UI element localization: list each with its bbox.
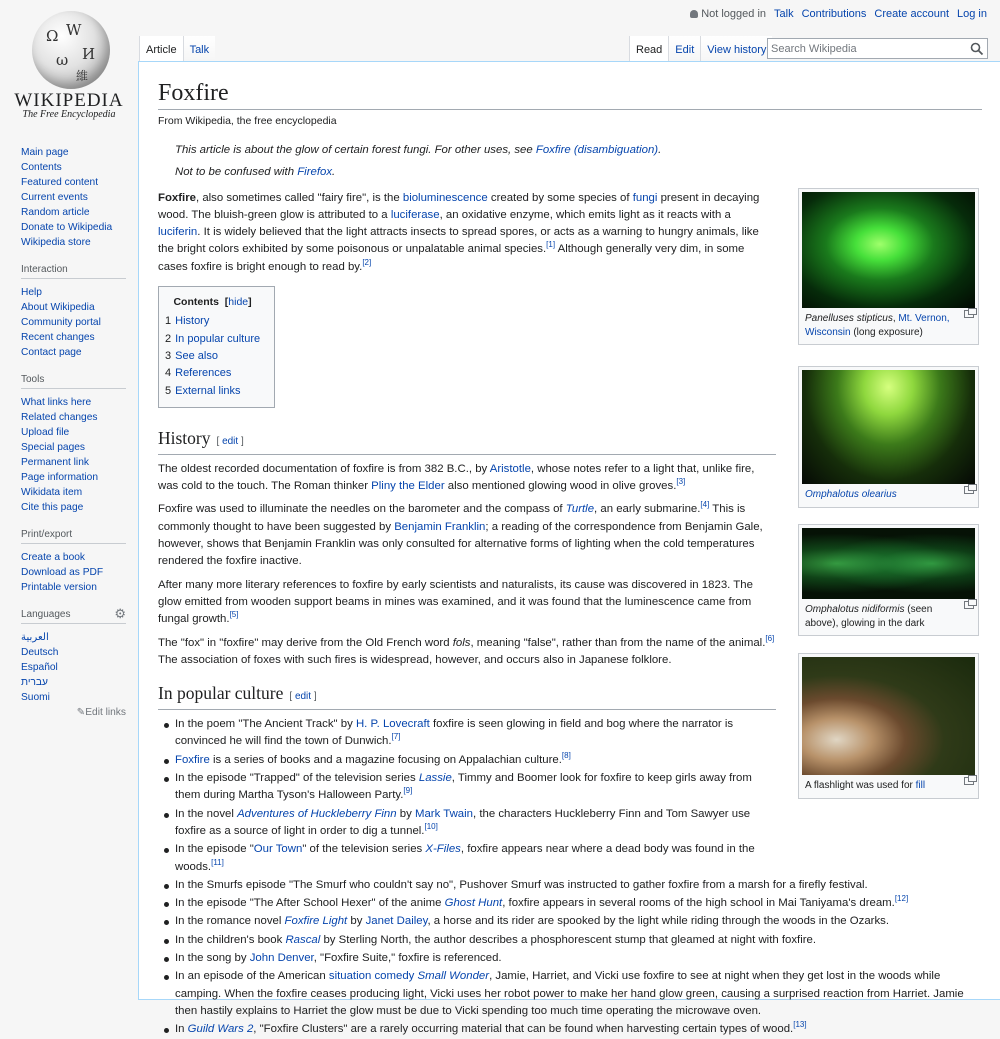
languages-portal bbox=[21, 606, 126, 718]
sidebar-item-contents[interactable]: Contents bbox=[21, 162, 62, 173]
sidebar-item-special-pages[interactable]: Special pages bbox=[21, 442, 86, 453]
link-luciferin[interactable]: luciferin bbox=[158, 226, 198, 239]
toc-item[interactable]: 3 See also bbox=[165, 349, 218, 362]
citation[interactable]: [10] bbox=[424, 822, 438, 832]
sidebar-item-related-changes[interactable]: Related changes bbox=[21, 412, 98, 423]
wikipedia-tagline: The Free Encyclopedia bbox=[22, 109, 116, 120]
user-icon bbox=[690, 10, 698, 18]
link-franklin[interactable]: Benjamin Franklin bbox=[394, 520, 486, 533]
toc-hide-toggle[interactable]: hide bbox=[228, 296, 249, 309]
link[interactable]: Guild Wars 2 bbox=[187, 1023, 254, 1036]
contributions-link[interactable]: Contributions bbox=[801, 8, 867, 20]
thumb-caption: A flashlight was used for fill bbox=[802, 775, 975, 795]
thumb-caption: Omphalotus nidiformis (seen above), glowing in the dark bbox=[802, 599, 975, 632]
list-item: In Guild Wars 2, "Foxfire Clusters" are a rarely occurring material that can be found when harvesting certain types of wood.[13] bbox=[175, 1021, 981, 1038]
link[interactable]: situation comedy bbox=[328, 970, 415, 983]
pencil-icon: ✎ bbox=[76, 707, 86, 718]
namespace-tabs bbox=[139, 36, 215, 61]
wikipedia-logo[interactable] bbox=[0, 0, 138, 130]
tab-view-history[interactable]: View history bbox=[700, 36, 772, 61]
disambiguation-link[interactable]: Foxfire (disambiguation) bbox=[535, 144, 659, 156]
hatnote-2: Not to be confused with Firefox. bbox=[175, 166, 336, 179]
link[interactable]: X-Files bbox=[425, 843, 461, 856]
toc-item[interactable]: 2 In popular culture bbox=[165, 332, 261, 345]
wikipedia-wordmark: WIKIPEDIA bbox=[14, 90, 124, 111]
link[interactable]: Omphalotus olearius bbox=[805, 489, 897, 500]
sidebar-item-current-events[interactable]: Current events bbox=[21, 192, 88, 203]
sidebar-item-cite-this-page[interactable]: Cite this page bbox=[21, 502, 84, 513]
sidebar-item-printable-version[interactable]: Printable version bbox=[21, 582, 97, 593]
tab-edit[interactable]: Edit bbox=[668, 36, 700, 61]
enlarge-icon[interactable] bbox=[964, 777, 974, 785]
thumbnail bbox=[798, 366, 979, 508]
gear-icon[interactable]: ⚙ bbox=[114, 606, 126, 621]
paragraph: The oldest recorded documentation of foxfire is from 382 B.C., by Aristotle, whose notes refer to a light that, unlike fire, was cold to the touch. The Roman thinker Pliny the Elder also mentioned glowing wood in olive groves.[3] bbox=[158, 462, 755, 493]
page-title: Foxfire bbox=[158, 78, 982, 110]
citation[interactable]: [12] bbox=[894, 894, 909, 904]
language-finnish[interactable]: Suomi bbox=[21, 692, 50, 703]
view-tabs bbox=[629, 36, 772, 61]
list-item: In the poem "The Ancient Track" by H. P. Lovecraft foxfire is seen glowing in field and bog where the narrator is convinced he will find the town of Dunwich.[7] bbox=[175, 716, 776, 751]
glowing-fungus-image[interactable] bbox=[802, 192, 975, 308]
link[interactable]: Adventures of Huckleberry Finn bbox=[237, 807, 397, 820]
sidebar-item-help[interactable]: Help bbox=[21, 287, 42, 298]
sidebar-item-create-book[interactable]: Create a book bbox=[21, 552, 85, 563]
link[interactable]: Mark Twain bbox=[414, 807, 474, 820]
link[interactable]: Lassie bbox=[418, 772, 452, 785]
toc-item[interactable]: 4 References bbox=[165, 367, 232, 380]
thumb-caption bbox=[802, 484, 975, 504]
list-item: Foxfire is a series of books and a magazine focusing on Appalachian culture.[8] bbox=[175, 752, 776, 769]
lead-paragraph: Foxfire, also sometimes called "fairy fire", is the bioluminescence created by some species of fungi present in decaying wood. The bluish-green glow is attributed to a luciferase, an oxidative enzyme, which emits light as it reacts with a luciferin. It is widely believed that the light attracts insects to spread spores, or acts as a warning to hungry animals, like the bright colors exhibited by some poisonous or unpalatable animal species.[1] Although generally very dim, in some cases foxfire is bright enough to read by.[2] bbox=[158, 191, 760, 273]
citation[interactable]: [4] bbox=[700, 500, 710, 510]
sidebar-item-about[interactable]: About Wikipedia bbox=[21, 302, 95, 313]
glowing-mushroom-image[interactable] bbox=[802, 370, 975, 484]
sidebar-item-donate[interactable]: Donate to Wikipedia bbox=[21, 222, 113, 233]
tab-talk[interactable]: Talk bbox=[183, 36, 216, 61]
list-item: In the Smurfs episode "The Smurf who couldn't say no", Pushover Smurf was instructed to gather foxfire from a marsh for a firefly festival. bbox=[175, 877, 981, 894]
thumbnail bbox=[798, 653, 979, 799]
sidebar-item-permanent-link[interactable]: Permanent link bbox=[21, 457, 89, 468]
citation[interactable]: [9] bbox=[403, 786, 413, 796]
edit-links[interactable]: ✎Edit links bbox=[76, 707, 126, 718]
sidebar-item-wikidata-item[interactable]: Wikidata item bbox=[21, 487, 83, 498]
interaction-heading: Interaction bbox=[21, 264, 126, 279]
enlarge-icon[interactable] bbox=[964, 310, 974, 318]
section-heading-popular-culture: In popular culture [ edit ] bbox=[158, 681, 776, 710]
firefox-link[interactable]: Firefox bbox=[297, 166, 333, 179]
link-turtle[interactable]: Turtle bbox=[565, 503, 595, 516]
list-item: In the episode "Our Town" of the television series X-Files, foxfire appears near where a dead body was found in the woods.[11] bbox=[175, 841, 776, 876]
print-heading: Print/export bbox=[21, 529, 126, 544]
citation[interactable]: [2] bbox=[362, 257, 372, 267]
search-icon[interactable] bbox=[970, 42, 984, 56]
sidebar-item-main-page[interactable]: Main page bbox=[21, 147, 69, 158]
citation[interactable]: [7] bbox=[391, 732, 401, 742]
thumbnail bbox=[798, 524, 979, 636]
search-box bbox=[767, 38, 988, 59]
citation[interactable]: [11] bbox=[211, 857, 224, 867]
sidebar-item-recent-changes[interactable]: Recent changes bbox=[21, 332, 95, 343]
link[interactable]: H. P. Lovecraft bbox=[355, 718, 430, 731]
sidebar bbox=[21, 145, 126, 732]
edit-section-link[interactable]: edit bbox=[294, 691, 312, 703]
list-item: In the episode "The After School Hexer" of the anime Ghost Hunt, foxfire appears in several rooms of the high school in Mai Taniyama's dream.[12] bbox=[175, 895, 981, 912]
link[interactable]: John Denver bbox=[249, 951, 314, 964]
enlarge-icon[interactable] bbox=[964, 601, 974, 609]
sidebar-item-random-article[interactable]: Random article bbox=[21, 207, 90, 218]
list-item: In an episode of the American situation comedy Small Wonder, Jamie, Harriet, and Vicki use foxfire to see at night when they get lost in the woods while camping. When the foxfire ceases producing light, Vicki uses her robot power to make her hand glow green, causing a surprised reaction from Harriet. Jamie then hastily explains to Harriet the glow must be due to Vicki spending too much time operating the microwave oven. bbox=[175, 968, 981, 1020]
link[interactable]: Rascal bbox=[285, 933, 321, 946]
sidebar-item-community-portal[interactable]: Community portal bbox=[21, 317, 101, 328]
thumbnail bbox=[798, 188, 979, 345]
language-spanish[interactable]: Español bbox=[21, 662, 58, 673]
link[interactable]: Small Wonder bbox=[417, 970, 490, 983]
tab-article[interactable]: Article bbox=[139, 36, 183, 61]
sidebar-item-download-pdf[interactable]: Download as PDF bbox=[21, 567, 104, 578]
create-account-link[interactable]: Create account bbox=[874, 8, 950, 20]
citation[interactable]: [5] bbox=[229, 610, 239, 620]
link[interactable]: Janet Dailey bbox=[365, 915, 428, 928]
link[interactable]: Ghost Hunt bbox=[444, 897, 503, 910]
sidebar-item-store[interactable]: Wikipedia store bbox=[21, 237, 91, 248]
tools-heading: Tools bbox=[21, 374, 126, 389]
tools-portal bbox=[21, 374, 126, 515]
enlarge-icon[interactable] bbox=[964, 486, 974, 494]
list-item: In the episode "Trapped" of the television series Lassie, Timmy and Boomer look for foxfire to keep girls away from them during Martha Tyson's Halloween Party.[9] bbox=[175, 770, 776, 805]
paragraph: The "fox" in "foxfire" may derive from the Old French word fols, meaning "false", rather than from the name of the animal.[6] The association of foxes with such fires is widespread, however, and occurs also in Japanese folklore. bbox=[158, 633, 775, 666]
paragraph: Foxfire was used to illuminate the needles on the barometer and the compass of Turtle, an early submarine.[4] This is commonly thought to have been suggested by Benjamin Franklin; a reading of the correspondence from Benjamin Gale, however, shows that Benjamin Franklin was only consulted for alternative forms of lighting when the cold temperatures rendered the foxfire inactive. bbox=[158, 500, 763, 568]
citation[interactable]: [3] bbox=[676, 477, 686, 487]
link[interactable]: Foxfire bbox=[175, 753, 210, 766]
paragraph: After many more literary references to foxfire by early scientists and naturalists, its cause was discovered in 1823. The glow emitted from wooden support beams in mines was examined, and it was found that the luminescence came from fungal growth.[5] bbox=[158, 578, 753, 626]
link-pliny[interactable]: Pliny the Elder bbox=[371, 480, 445, 493]
link[interactable]: Our Town bbox=[253, 843, 303, 856]
link-luciferase[interactable]: luciferase bbox=[390, 208, 440, 221]
language-german[interactable]: Deutsch bbox=[21, 647, 59, 658]
link-fungi[interactable]: fungi bbox=[632, 191, 658, 204]
toc-item[interactable]: 5 External links bbox=[165, 384, 241, 397]
citation[interactable]: [1] bbox=[546, 240, 556, 250]
sidebar-item-page-information[interactable]: Page information bbox=[21, 472, 99, 483]
table-of-contents: Contents [hide] 1 History 2 In popular culture 3 See also 4 References 5 External links bbox=[158, 286, 275, 408]
citation[interactable]: [13] bbox=[793, 1020, 807, 1030]
list-item: In the children's book Rascal by Sterling North, the author describes a phosphorescent stump that gleamed at night with foxfire. bbox=[175, 932, 981, 949]
list-item: In the song by John Denver, "Foxfire Suite," foxfire is referenced. bbox=[175, 950, 981, 967]
interaction-portal bbox=[21, 264, 126, 360]
citation[interactable]: [8] bbox=[561, 750, 571, 760]
print-portal bbox=[21, 529, 126, 595]
list-item: In the romance novel Foxfire Light by Janet Dailey, a horse and its rider are spooked by the light while riding through the woods in the Ozarks. bbox=[175, 913, 981, 930]
puzzle-globe-icon: Ω W И ω 維 bbox=[32, 11, 110, 89]
dark-glowing-fungi-image[interactable] bbox=[802, 528, 975, 599]
section-heading-history: History [ edit ] bbox=[158, 426, 776, 455]
link-bioluminescence[interactable]: bioluminescence bbox=[402, 191, 488, 204]
hatnote: This article is about the glow of certain forest fungi. For other uses, see Foxfire (disambiguation). bbox=[175, 144, 662, 156]
language-hebrew[interactable]: עברית bbox=[21, 677, 48, 688]
toc-item[interactable]: 1 History bbox=[165, 315, 210, 328]
link[interactable]: Foxfire Light bbox=[284, 915, 348, 928]
language-arabic[interactable]: العربية bbox=[21, 632, 49, 643]
personal-talk-link[interactable]: Talk bbox=[774, 8, 794, 20]
sidebar-item-featured-content[interactable]: Featured content bbox=[21, 177, 99, 188]
tab-read[interactable]: Read bbox=[629, 36, 668, 61]
languages-heading: Languages ⚙ bbox=[21, 609, 126, 624]
thumb-caption: Panelluses stipticus, Mt. Vernon, Wisconsin (long exposure) bbox=[802, 308, 975, 341]
link[interactable]: Mt. Vernon, Wisconsin bbox=[805, 313, 950, 338]
list-item: In the novel Adventures of Huckleberry Finn by Mark Twain, the characters Huckleberry Finn and Tom Sawyer use foxfire as a source of light in order to dig a tunnel.[10] bbox=[175, 806, 776, 841]
link-aristotle[interactable]: Aristotle bbox=[489, 462, 531, 475]
search-input[interactable] bbox=[768, 39, 963, 58]
not-logged-in: Not logged in bbox=[690, 8, 766, 20]
flashlit-fungus-image[interactable] bbox=[802, 657, 975, 775]
personal-tools bbox=[690, 8, 987, 20]
navigation-portal bbox=[21, 145, 126, 250]
sidebar-item-contact[interactable]: Contact page bbox=[21, 347, 82, 358]
log-in-link[interactable]: Log in bbox=[957, 8, 987, 20]
sidebar-item-what-links-here[interactable]: What links here bbox=[21, 397, 92, 408]
edit-section-link[interactable]: edit bbox=[222, 435, 239, 447]
site-subtitle: From Wikipedia, the free encyclopedia bbox=[158, 115, 337, 127]
citation[interactable]: [6] bbox=[765, 633, 775, 643]
toc-title: Contents bbox=[173, 296, 219, 309]
sidebar-item-upload-file[interactable]: Upload file bbox=[21, 427, 70, 438]
link[interactable]: fill bbox=[915, 780, 926, 791]
